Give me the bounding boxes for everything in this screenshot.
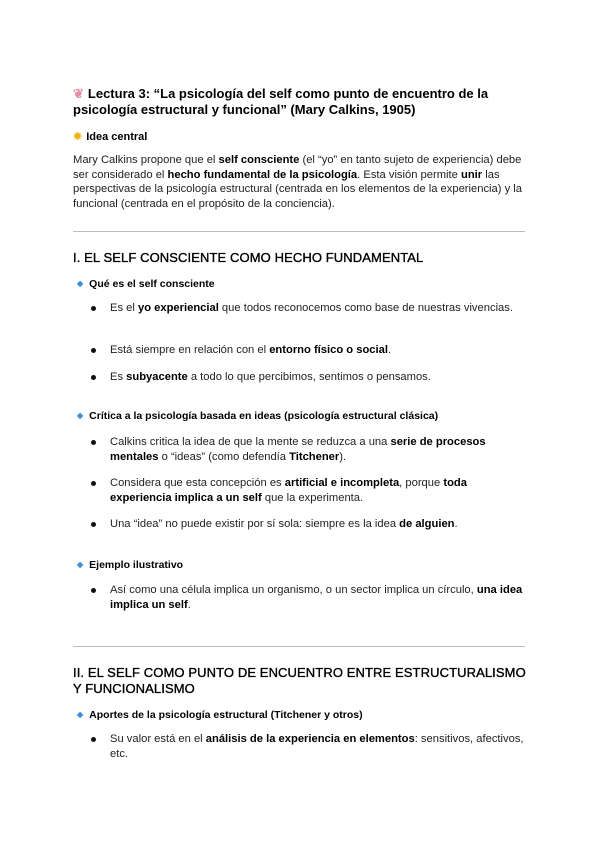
page-title: ❦ Lectura 3: “La psicología del self como punto de encuentro de la psicología estructural y funcional” (Mary Calkins, 1905)	[73, 86, 489, 117]
list-item: Así como una célula implica un organismo, o un sector implica un círculo, una idea implica un self.	[91, 583, 531, 613]
bullet-dot-icon	[91, 588, 96, 593]
divider	[73, 646, 525, 647]
subheading-critica: ◆ Crítica a la psicología basada en ideas (psicología estructural clásica)	[77, 410, 439, 422]
list-item: Una “idea” no puede existir por sí sola: siempre es la idea de alguien.	[91, 517, 531, 533]
list-item: Es el yo experiencial que todos reconocemos como base de nuestras vivencias.	[91, 301, 531, 331]
star-icon: ✸	[73, 131, 83, 143]
bullet-dot-icon	[91, 375, 96, 380]
brain-icon: ❦	[73, 86, 84, 101]
subheading-ejemplo: ◆ Ejemplo ilustrativo	[77, 559, 184, 571]
list-item: Considera que esta concepción es artificial e incompleta, porque toda experiencia implica a un self que la experimenta.	[91, 476, 531, 506]
subheading-que-es-self: ◆ Qué es el self consciente	[77, 278, 215, 290]
list-item: Es subyacente a todo lo que percibimos, sentimos o pensamos.	[91, 370, 531, 386]
section-1-heading: I. EL SELF CONSCIENTE COMO HECHO FUNDAMENTAL	[73, 250, 424, 265]
section-2-heading: II. EL SELF COMO PUNTO DE ENCUENTRO ENTRE ESTRUCTURALISMO Y FUNCIONALISMO	[73, 665, 526, 696]
diamond-bullet-icon: ◆	[77, 710, 84, 719]
divider	[73, 231, 525, 232]
bullet-dot-icon	[91, 737, 96, 742]
idea-central-paragraph: Mary Calkins propone que el self consciente (el “yo” en tanto sujeto de experiencia) debe ser considerado el hecho fundamental de la psicología. Esta visión permite unir las perspectivas de la psicología estructural (centrada en los elementos de la experiencia) y la funcional (centrada en el propósito de la conciencia).	[73, 154, 522, 210]
diamond-bullet-icon: ◆	[77, 411, 84, 420]
idea-central-label: ✸ Idea central	[73, 131, 148, 143]
list-item: Está siempre en relación con el entorno físico o social.	[91, 343, 531, 359]
diamond-bullet-icon: ◆	[77, 279, 84, 288]
list-item: Su valor está en el análisis de la experiencia en elementos: sensitivos, afectivos, etc.	[91, 732, 531, 762]
bullet-dot-icon	[91, 348, 96, 353]
list-item: Calkins critica la idea de que la mente se reduzca a una serie de procesos mentales o “ideas” (como defendía Titchener).	[91, 435, 531, 465]
subheading-aportes: ◆ Aportes de la psicología estructural (Titchener y otros)	[77, 709, 363, 721]
bullet-dot-icon	[91, 522, 96, 527]
bullet-dot-icon	[91, 306, 96, 311]
bullet-dot-icon	[91, 440, 96, 445]
diamond-bullet-icon: ◆	[77, 560, 84, 569]
bullet-dot-icon	[91, 481, 96, 486]
